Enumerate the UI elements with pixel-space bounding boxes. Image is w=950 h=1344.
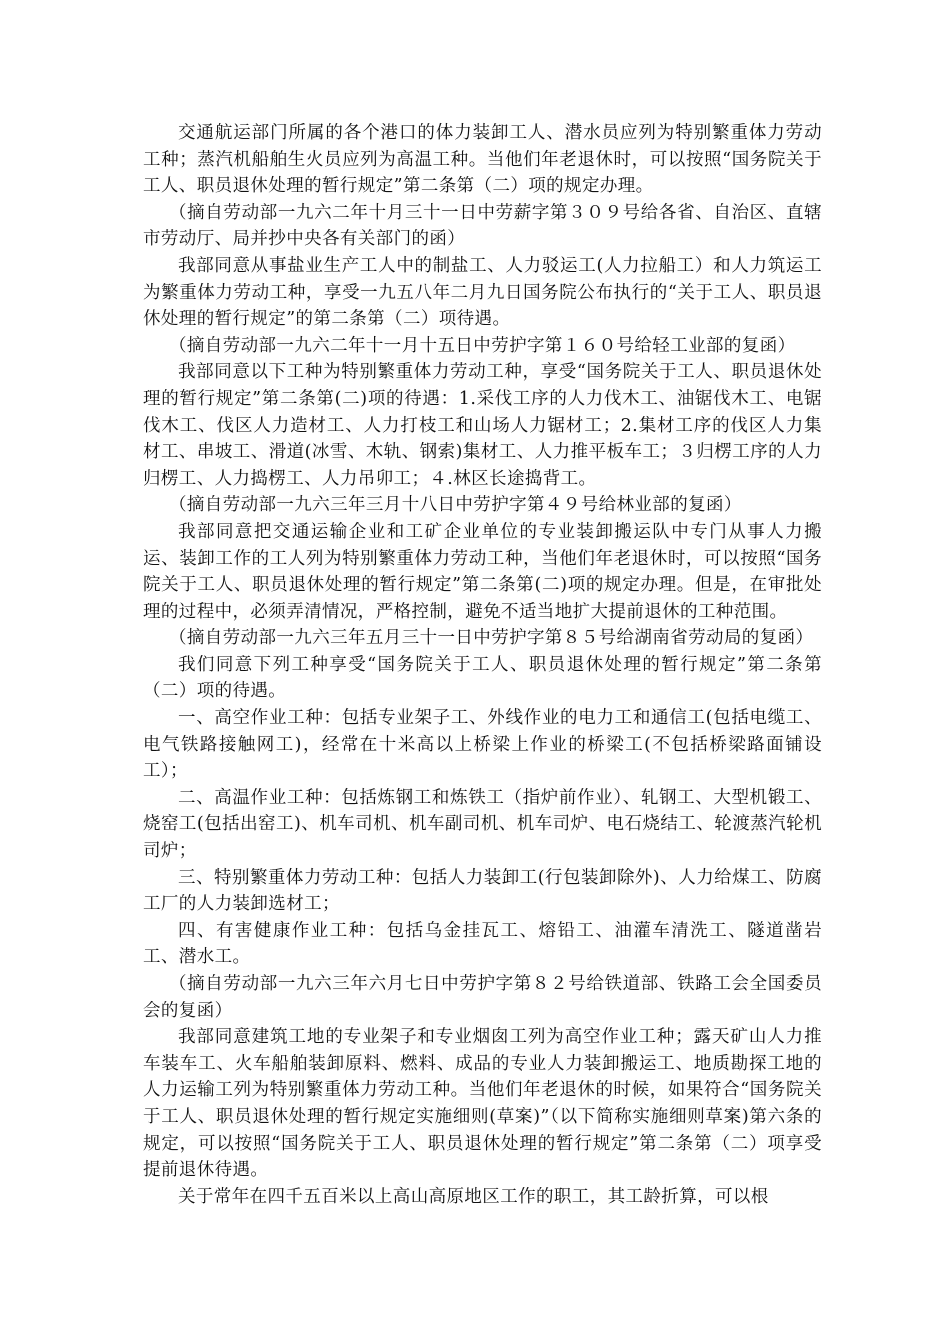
body-paragraph-5: 我们同意下列工种享受“国务院关于工人、职员退休处理的暂行规定”第二条第（二）项的待遇。 (143, 654, 822, 702)
body-paragraph-7: 关于常年在四千五百米以上高山高原地区工作的职工，其工龄折算，可以根 (178, 1186, 769, 1207)
body-paragraph-1: 交通航运部门所属的各个港口的体力装卸工人、潜水员应列为特别繁重体力劳动工种；蒸汽机船舶生火员应列为高温工种。当他们年老退休时，可以按照“国务院关于工人、职员退休处理的暂行规定”第二条第（二）项的规定办理。 (143, 123, 822, 197)
source-note-1: （摘自劳动部一九六二年十月三十一日中劳薪字第３０９号给各省、自治区、直辖市劳动厅、局并抄中央各有关部门的函） (143, 202, 822, 250)
list-item-heavy-labor: 三、特别繁重体力劳动工种：包括人力装卸工(行包装卸除外)、人力给煤工、防腐工厂的人力装卸选材工； (143, 867, 822, 915)
body-paragraph-2: 我部同意从事盐业生产工人中的制盐工、人力驳运工(人力拉船工）和人力筑运工为繁重体力劳动工种，享受一九五八年二月九日国务院公布执行的“关于工人、职员退休处理的暂行规定”的第二条第（二）项待遇。 (143, 255, 822, 330)
list-item-hazardous: 四、有害健康作业工种：包括乌金挂瓦工、熔铅工、油灌车清洗工、隧道凿岩工、潜水工。 (143, 920, 822, 968)
list-item-high-temperature: 二、高温作业工种：包括炼钢工和炼铁工（指炉前作业）、轧钢工、大型机锻工、烧窑工(包括出窑工)、机车司机、机车副司机、机车司炉、电石烧结工、轮渡蒸汽轮机司炉； (143, 787, 822, 862)
source-note-3: （摘自劳动部一九六三年三月十八日中劳护字第４９号给林业部的复函） (169, 495, 742, 516)
body-paragraph-4: 我部同意把交通运输企业和工矿企业单位的专业装卸搬运队中专门从事人力搬运、装卸工作的工人列为特别繁重体力劳动工种，当他们年老退休时，可以按照“国务院关于工人、职员退休处理的暂行规定”第二条第(二)项的规定办理。但是，在审批处理的过程中，必须弄清情况，严格控制，避免不适当地扩大提前退休的工种范围。 (143, 521, 822, 622)
body-paragraph-6: 我部同意建筑工地的专业架子和专业烟囱工列为高空作业工种；露天矿山人力推车装车工、火车船舶装卸原料、燃料、成品的专业人力装卸搬运工、地质勘探工地的人力运输工列为特别繁重体力劳动工种。当他们年老退休的时候，如果符合“国务院关于工人、职员退休处理的暂行规定实施细则(草案)”（以下简称实施细则草案)第六条的规定，可以按照“国务院关于工人、职员退休处理的暂行规定”第二条第（二）项享受提前退休待遇。 (143, 1027, 822, 1181)
source-note-2: （摘自劳动部一九六二年十一月十五日中劳护字第１６０号给轻工业部的复函） (169, 335, 796, 356)
list-item-high-altitude: 一、高空作业工种：包括专业架子工、外线作业的电力工和通信工(包括电缆工、电气铁路接触网工)，经常在十米高以上桥梁上作业的桥梁工(不包括桥梁路面铺设工）； (143, 708, 822, 782)
source-note-5: （摘自劳动部一九六三年六月七日中劳护字第８２号给铁道部、铁路工会全国委员会的复函） (143, 974, 822, 1021)
source-note-4: （摘自劳动部一九六三年五月三十一日中劳护字第８５号给湖南省劳动局的复函） (169, 628, 814, 649)
body-paragraph-3: 我部同意以下工种为特别繁重体力劳动工种，享受“国务院关于工人、职员退休处理的暂行规定”第二条第(二)项的待遇：1.采伐工序的人力伐木工、油锯伐木工、电锯伐木工、伐区人力造材工、人力打枝工和山场人力锯材工；2.集材工序的伐区人力集材工、串坡工、滑道(冰雪、木轨、钢索)集材工、人力推平板车工；３归楞工序的人力归楞工、人力捣楞工、人力吊卯工；４.林区长途捣背工。 (143, 362, 822, 489)
